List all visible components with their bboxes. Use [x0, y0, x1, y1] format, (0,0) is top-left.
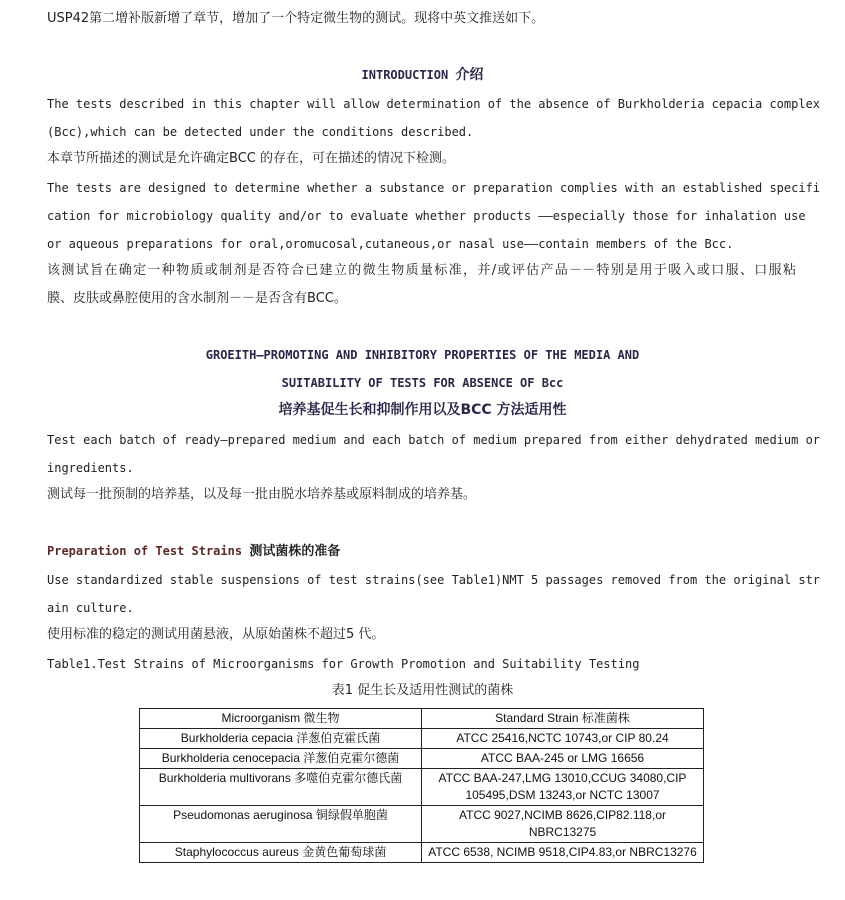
growth-p-en-line2: ingredients. — [47, 461, 134, 475]
intro-p2-cn-line1: 该测试旨在确定一种物质或制剂是否符合已建立的微生物质量标准，并/或评估产品－－特别是用于吸入或口服、口服粘 — [47, 263, 796, 278]
growth-heading-line2: SUITABILITY OF TESTS FOR ABSENCE OF Bcc — [281, 376, 564, 390]
preparation-p-en-line1: Use standardized stable suspensions of test strains(see Table1)NMT 5 passages removed from the original str — [47, 573, 821, 587]
table-cell-strain: ATCC 6538, NCIMB 9518,CIP4.83,or NBRC13276 — [422, 843, 704, 863]
table-cell-microorganism: Burkholderia multivorans 多噬伯克霍尔德氏菌 — [140, 769, 422, 806]
growth-p-en-line1: Test each batch of ready—prepared medium and each batch of medium prepared from either dehydrated medium or — [47, 433, 821, 447]
intro-p2-en-line3: or aqueous preparations for oral,oromucosal,cutaneous,or nasal use——contain members of the Bcc. — [47, 237, 734, 251]
preparation-heading-cn: 测试菌株的准备 — [249, 544, 341, 559]
preparation-heading-en: Preparation of Test Strains — [47, 544, 243, 558]
introduction-heading-en: INTRODUCTION — [361, 68, 449, 82]
intro-p2-en-line2: cation for microbiology quality and/or to evaluate whether products ——especially those for inhalation use — [47, 209, 806, 223]
table-row — [140, 806, 704, 843]
table-cell-microorganism: Pseudomonas aeruginosa 铜绿假单胞菌 — [140, 806, 422, 843]
table-row — [140, 843, 704, 863]
growth-heading-line1: GROEITH—PROMOTING AND INHIBITORY PROPERTIES OF THE MEDIA AND — [205, 348, 640, 362]
table-cell-strain: ATCC 9027,NCIMB 8626,CIP82.118,or NBRC13275 — [422, 806, 704, 843]
table-header-cell: Microorganism 微生物 — [140, 709, 422, 729]
table-cell-strain: ATCC 25416,NCTC 10743,or CIP 80.24 — [422, 729, 704, 749]
intro-line: USP42第二增补版新增了章节，增加了一个特定微生物的测试。现将中英文推送如下。 — [47, 11, 545, 26]
growth-heading-cn: 培养基促生长和抑制作用以及BCC 方法适用性 — [278, 402, 567, 418]
table-cell-strain: ATCC BAA-245 or LMG 16656 — [422, 749, 704, 769]
table-row — [140, 729, 704, 749]
strains-table — [139, 708, 704, 863]
preparation-heading — [47, 543, 340, 560]
table-caption-en: Table1.Test Strains of Microorganisms for Growth Promotion and Suitability Testing — [47, 657, 640, 671]
preparation-p-en-line2: ain culture. — [47, 601, 134, 615]
intro-p2-cn-line2: 膜、皮肤或鼻腔使用的含水制剂－－是否含有BCC。 — [47, 291, 347, 306]
growth-p-cn: 测试每一批预制的培养基，以及每一批由脱水培养基或原料制成的培养基。 — [47, 487, 477, 502]
intro-p1-en-line1: The tests described in this chapter will allow determination of the absence of Burkholderia cepacia complex — [47, 97, 821, 111]
table-cell-microorganism: Staphylococcus aureus 金黄色葡萄球菌 — [140, 843, 422, 863]
table-cell-microorganism: Burkholderia cenocepacia 洋葱伯克霍尔德菌 — [140, 749, 422, 769]
table-header-cell: Standard Strain 标准菌株 — [422, 709, 704, 729]
table-header-row — [140, 709, 704, 729]
table-caption-cn: 表1 促生长及适用性测试的菌株 — [331, 683, 514, 698]
preparation-p-cn: 使用标准的稳定的测试用菌悬液，从原始菌株不超过5 代。 — [47, 627, 385, 642]
intro-p1-en-line2: (Bcc),which can be detected under the conditions described. — [47, 125, 474, 139]
introduction-heading-cn: 介绍 — [455, 67, 484, 83]
table-row — [140, 769, 704, 806]
intro-p1-cn: 本章节所描述的测试是允许确定BCC 的存在，可在描述的情况下检测。 — [47, 151, 455, 166]
table-row — [140, 749, 704, 769]
intro-p2-en-line1: The tests are designed to determine whether a substance or preparation complies with an established specifi — [47, 181, 821, 195]
cut-off-text-fragment — [160, 893, 200, 900]
table-cell-strain: ATCC BAA-247,LMG 13010,CCUG 34080,CIP 105495,DSM 13243,or NCTC 13007 — [422, 769, 704, 806]
table-cell-microorganism: Burkholderia cepacia 洋葱伯克霍氏菌 — [140, 729, 422, 749]
introduction-heading — [0, 67, 845, 83]
